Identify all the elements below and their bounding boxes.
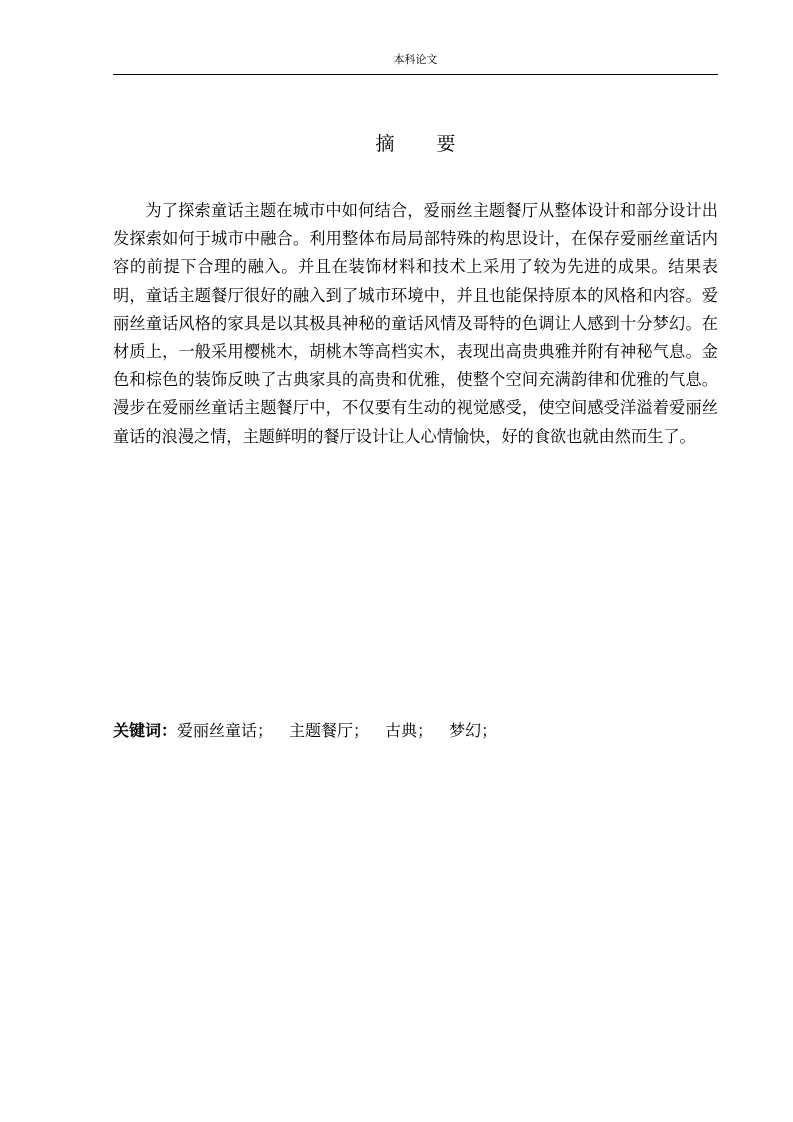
keywords-line (113, 719, 718, 743)
keyword-item: 梦幻； (449, 721, 498, 740)
abstract-body: 为了探索童话主题在城市中如何结合，爱丽丝主题餐厅从整体设计和部分设计出发探索如何于城市中融合。利用整体布局局部特殊的构思设计，在保存爱丽丝童话内容的前提下合理的融入。并且在装饰材料和技术上采用了较为先进的成果。结果表明，童话主题餐厅很好的融入到了城市环境中，并且也能保持原本的风格和内容。爱丽丝童话风格的家具是以其极具神秘的童话风情及哥特的色调让人感到十分梦幻。在材质上，一般采用樱桃木，胡桃木等高档实木，表现出高贵典雅并附有神秘气息。金色和棕色的装饰反映了古典家具的高贵和优雅，使整个空间充满韵律和优雅的气息。漫步在爱丽丝童话主题餐厅中，不仅要有生动的视觉感受，使空间感受洋溢着爱丽丝童话的浪漫之情，主题鲜明的餐厅设计让人心情愉快，好的食欲也就由然而生了。 (113, 201, 718, 446)
abstract-title-char-1: 摘 (375, 133, 395, 155)
abstract-title-char-2: 要 (436, 133, 456, 155)
keyword-item: 爱丽丝童话； (177, 721, 274, 740)
keyword-item: 主题餐厅； (289, 721, 370, 740)
abstract-title (113, 130, 718, 158)
page-header (113, 52, 718, 75)
header-title: 本科论文 (393, 53, 438, 66)
keyword-item: 古典； (385, 721, 434, 740)
keywords-label: 关键词： (113, 721, 178, 740)
